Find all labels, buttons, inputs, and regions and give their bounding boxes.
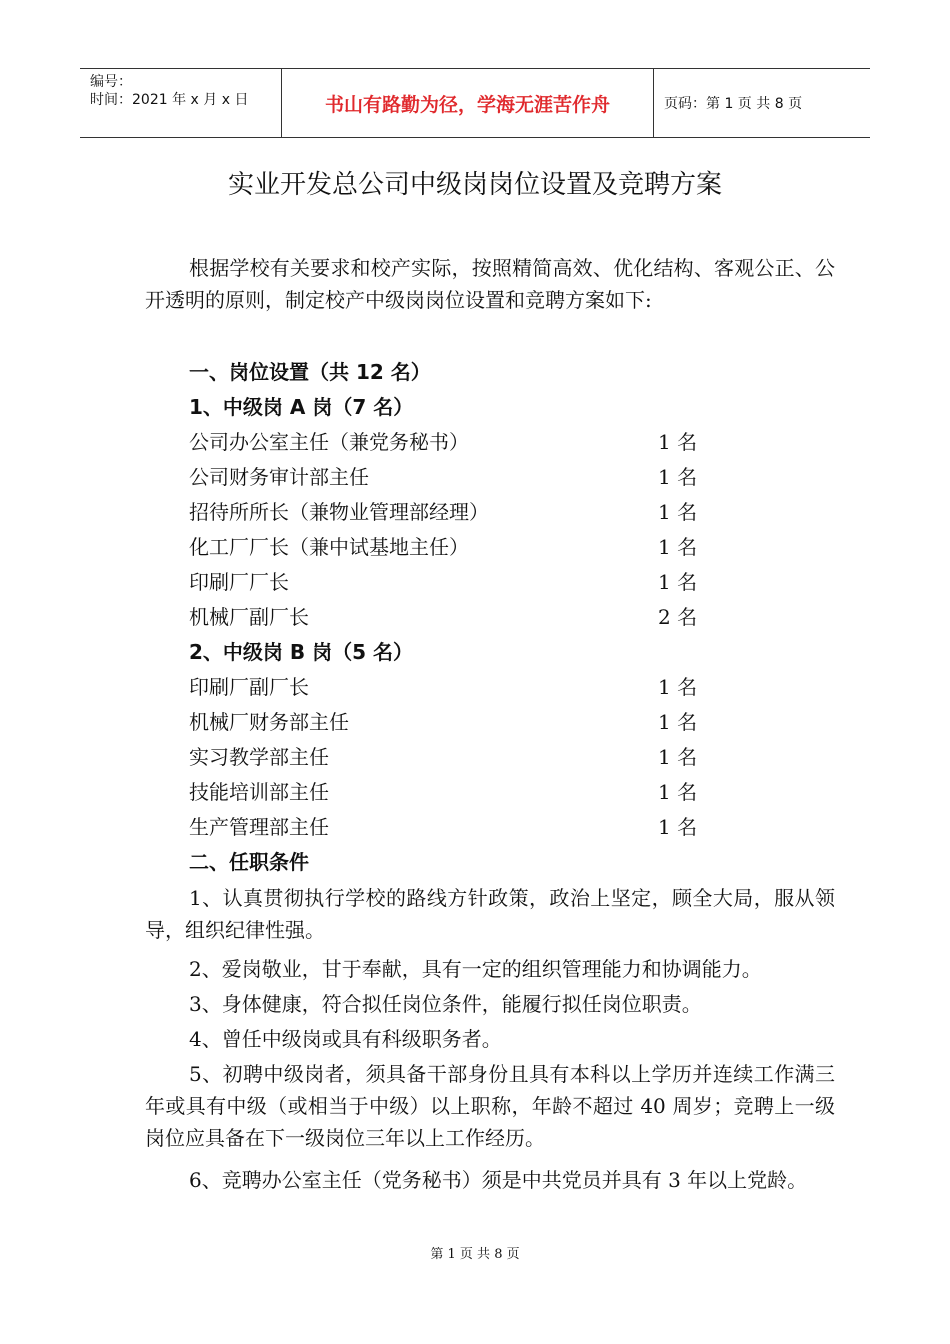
motto: 书山有路勤为径，学海无涯苦作舟 xyxy=(324,94,610,116)
group-b-heading: 2、中级岗 B 岗（5 名） xyxy=(189,640,413,664)
header-table xyxy=(80,68,870,138)
position-name: 机械厂副厂长 xyxy=(189,605,309,629)
page-info: 页码：第 1 页 共 8 页 xyxy=(664,96,803,112)
position-count: 1 名 xyxy=(658,465,698,489)
position-count: 1 名 xyxy=(658,430,698,454)
condition-item: 4、曾任中级岗或具有科级职务者。 xyxy=(189,1027,502,1051)
header-page-cell xyxy=(654,69,870,137)
document-title: 实业开发总公司中级岗岗位设置及竞聘方案 xyxy=(227,170,722,200)
condition-item: 5、初聘中级岗者，须具备干部身份且具有本科以上学历并连续工作满三年或具有中级（或相当于中级）以上职称，年龄不超过 40 周岁；竞聘上一级岗位应具备在下一级岗位三年以上工作经历。 xyxy=(145,1062,835,1150)
section2-heading: 二、任职条件 xyxy=(189,850,309,874)
section1-heading: 一、岗位设置（共 12 名） xyxy=(189,360,431,384)
position-count: 2 名 xyxy=(658,605,698,629)
position-name: 化工厂厂长（兼中试基地主任） xyxy=(189,535,469,559)
position-count: 1 名 xyxy=(658,780,698,804)
condition-item: 2、爱岗敬业，甘于奉献，具有一定的组织管理能力和协调能力。 xyxy=(189,957,762,981)
condition-item: 6、竞聘办公室主任（党务秘书）须是中共党员并具有 3 年以上党龄。 xyxy=(189,1168,808,1192)
group-a-heading: 1、中级岗 A 岗（7 名） xyxy=(189,395,414,419)
position-count: 1 名 xyxy=(658,745,698,769)
intro-paragraph: 根据学校有关要求和校产实际，按照精简高效、优化结构、客观公正、公开透明的原则，制定校产中级岗岗位设置和竞聘方案如下: xyxy=(145,256,835,312)
position-name: 公司财务审计部主任 xyxy=(189,465,369,489)
position-count: 1 名 xyxy=(658,535,698,559)
page-footer: 第 1 页 共 8 页 xyxy=(430,1247,520,1262)
position-name: 机械厂财务部主任 xyxy=(189,710,349,734)
condition-item: 1、认真贯彻执行学校的路线方针政策，政治上坚定，顾全大局，服从领导，组织纪律性强。 xyxy=(145,886,835,942)
position-count: 1 名 xyxy=(658,570,698,594)
position-name: 实习教学部主任 xyxy=(189,745,329,769)
header-motto-cell xyxy=(282,69,654,137)
position-name: 生产管理部主任 xyxy=(189,815,329,839)
position-count: 1 名 xyxy=(658,675,698,699)
condition-item: 3、身体健康，符合拟任岗位条件，能履行拟任岗位职责。 xyxy=(189,992,702,1016)
position-name: 招待所所长（兼物业管理部经理） xyxy=(189,500,489,524)
header-meta-cell xyxy=(80,69,282,137)
position-count: 1 名 xyxy=(658,500,698,524)
position-name: 公司办公室主任（兼党务秘书） xyxy=(189,430,469,454)
document-number-label: 编号： xyxy=(90,74,132,90)
position-name: 技能培训部主任 xyxy=(189,780,329,804)
document-time-label: 时间：2021 年 x 月 x 日 xyxy=(90,92,249,108)
position-count: 1 名 xyxy=(658,815,698,839)
position-count: 1 名 xyxy=(658,710,698,734)
position-name: 印刷厂厂长 xyxy=(189,570,289,594)
position-name: 印刷厂副厂长 xyxy=(189,675,309,699)
